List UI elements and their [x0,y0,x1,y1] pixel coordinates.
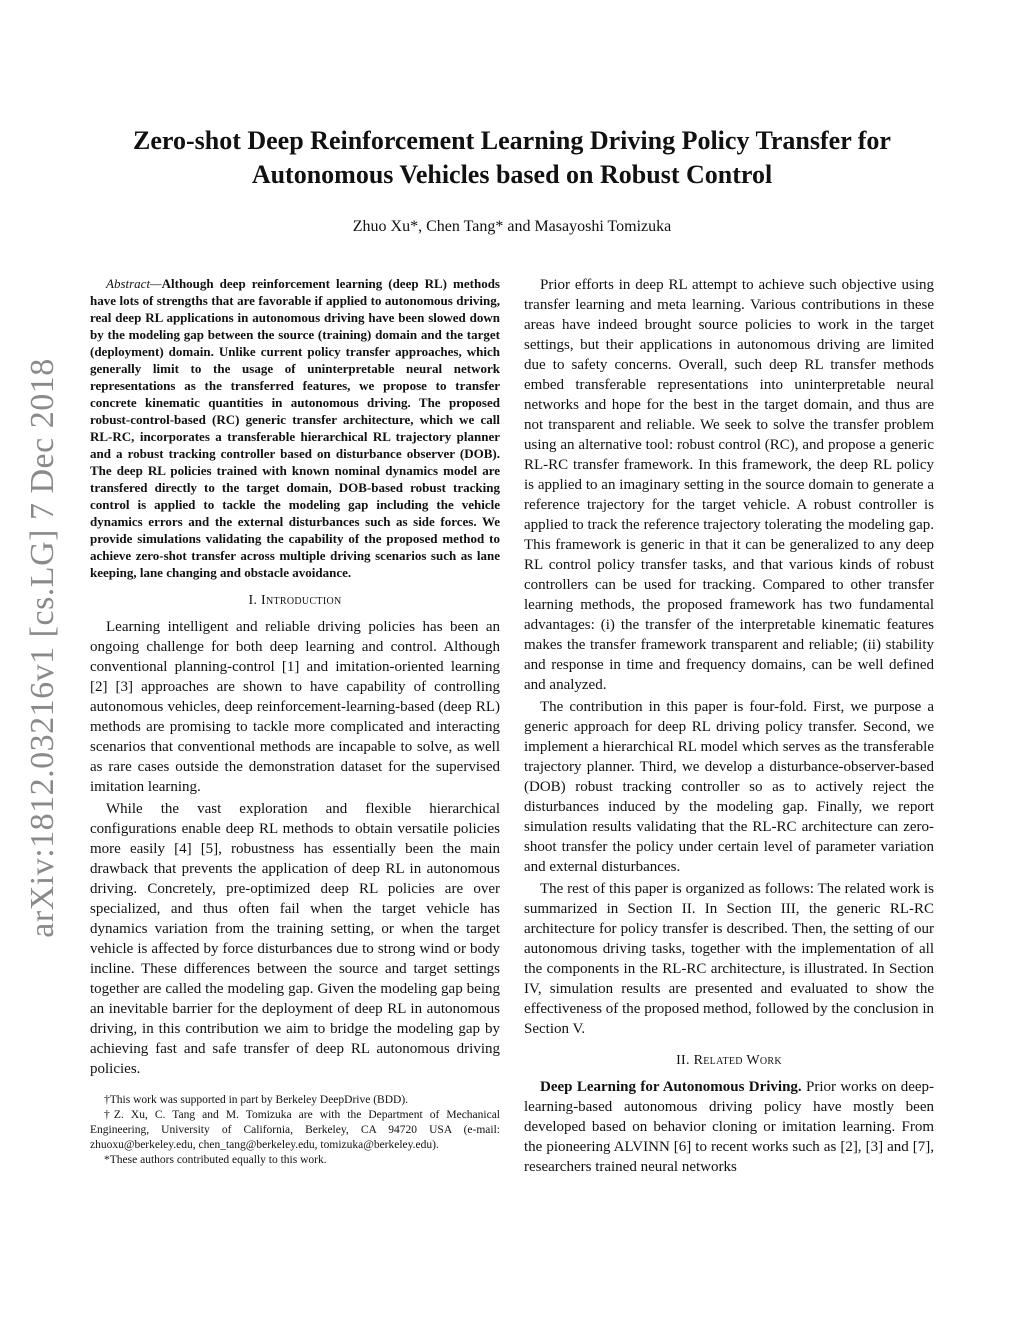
paragraph: Prior efforts in deep RL attempt to achieve such objective using transfer learning and meta learning. Various contributions in these areas have indeed brought source policies to work in the target settings, but their applications in autonomous driving are limited due to safety concerns. Overall, such deep RL transfer methods embed transferable representations into uninterpretable neural networks and hope for the best in the target domain, and thus are not transparent and reliable. We seek to solve the transfer problem using an alternative tool: robust control (RC), and propose a generic RL-RC transfer framework. In this framework, the deep RL policy is applied to an imaginary setting in the source domain to generate a reference trajectory for the target vehicle. A robust controller is applied to track the reference trajectory tolerating the modeling gap. This framework is generic in that it can be generalized to any deep RL control policy transfer tasks, and that various kinds of robust controllers can be used for tracking. Compared to other transfer learning methods, the proposed framework has two fundamental advantages: (i) the transfer of the interpretable kinematic features makes the transfer framework transparent and reliable; (ii) stability and response in time and frequency domains, can be well defined and analyzed. [524,277,934,693]
author-list: Zhuo Xu*, Chen Tang* and Masayoshi Tomizuka [352,218,672,235]
paragraph [524,1077,934,1177]
paragraph: The rest of this paper is organized as follows: The related work is summarized in Section II. In Section III, the generic RL-RC architecture for policy transfer is described. Then, the setting of our autonomous driving tasks, together with the implementation of all the components in the RL-RC architecture, is illustrated. In Section IV, simulation results are presented and evaluated to show the effectiveness of the proposed method, followed by the conclusion in Section V. [524,881,934,1037]
section-title: Related Work [693,1053,782,1068]
right-column [524,275,934,1179]
section-heading-related-work [524,1051,934,1071]
section-number: II. [676,1053,694,1068]
paper-title: Zero-shot Deep Reinforcement Learning Driving Policy Transfer for Autonomous Vehicles based on Robust Control [133,126,891,189]
abstract-label: Abstract— [106,276,162,291]
left-column [90,275,500,1168]
abstract [90,275,500,581]
section-number: I. [248,593,262,608]
abstract-text: Although deep reinforcement learning (deep RL) methods have lots of strengths that are favorable if applied to autonomous driving, real deep RL applications in autonomous driving have been slowed down by the modeling gap between the source (training) domain and the target (deployment) domain. Unlike current policy transfer approaches, which generally limit to the usage of uninterpretable neural network representations as the transferred features, we propose to transfer concrete kinematic quantities in autonomous driving. The proposed robust-control-based (RC) generic transfer architecture, which we call RL-RC, incorporates a transferable hierarchical RL trajectory planner and a robust tracking controller based on disturbance observer (DOB). The deep RL policies trained with known nominal dynamics model are transfered directly to the target domain, DOB-based robust tracking control is applied to tackle the modeling gap including the vehicle dynamics errors and the external disturbances such as side forces. We provide simulations validating the capability of the proposed method to achieve zero-shot transfer across multiple driving scenarios such as lane keeping, lane changing and obstacle avoidance. [90,276,500,580]
paragraph: Learning intelligent and reliable driving policies has been an ongoing challenge for both deep learning and control. Although conventional planning-control [1] and imitation-oriented learning [2] [3] approaches are shown to have capability of controlling autonomous vehicles, deep reinforcement-learning-based (deep RL) methods are promising to tackle more complicated and interacting scenarios that conventional methods are incapable to solve, as well as rare cases outside the demonstration dataset for the supervised imitation learning. [90,619,500,795]
paragraph: The contribution in this paper is four-fold. First, we purpose a generic approach for deep RL driving policy transfer. Second, we implement a hierarchical RL model which serves as the transferable trajectory planner. Third, we develop a disturbance-observer-based (DOB) robust tracking controller so as to actively reject the disturbances induced by the modeling gap. Finally, we report simulation results validating that the RL-RC architecture can zero-shoot transfer the policy under certain level of parameter variation and external disturbances. [524,699,934,875]
section-title: Introduction [261,593,342,608]
paragraph-text: Prior works on deep-learning-based autonomous driving policy have mostly been developed based on behavior cloning or imitation learning. From the pioneering ALVINN [6] to recent works such as [2], [3] and [7], researchers trained neural networks [524,1079,934,1175]
section-heading-introduction [90,591,500,611]
footnotes [90,1093,500,1168]
footnote: †This work was supported in part by Berkeley DeepDrive (BDD). [104,1094,409,1106]
footnote: †Z. Xu, C. Tang and M. Tomizuka are with the Department of Mechanical Engineering, University of California, Berkeley, CA 94720 USA (e-mail: zhuoxu@berkeley.edu, chen_tang@berkeley.edu, tomizuka@berkeley.edu). [90,1109,500,1151]
footnote: *These authors contributed equally to this work. [104,1154,327,1166]
runin-heading: Deep Learning for Autonomous Driving. [540,1079,802,1095]
paragraph: While the vast exploration and flexible hierarchical configurations enable deep RL methods to obtain versatile policies more easily [4] [5], robustness has essentially been the main drawback that prevents the application of deep RL in autonomous driving. Concretely, pre-optimized deep RL policies are over specialized, and thus often fail when the target vehicle has dynamics variation from the training setting, or when the target vehicle is affected by force disturbances due to strong wind or body incline. These differences between the source and target settings together are called the modeling gap. Given the modeling gap being an inevitable barrier for the deployment of deep RL in autonomous driving, in this contribution we aim to bridge the modeling gap by achieving fast and safe transfer of deep RL autonomous driving policies. [90,801,500,1077]
arxiv-watermark: arXiv:1812.03216v1 [cs.LG] 7 Dec 2018 [24,358,61,938]
